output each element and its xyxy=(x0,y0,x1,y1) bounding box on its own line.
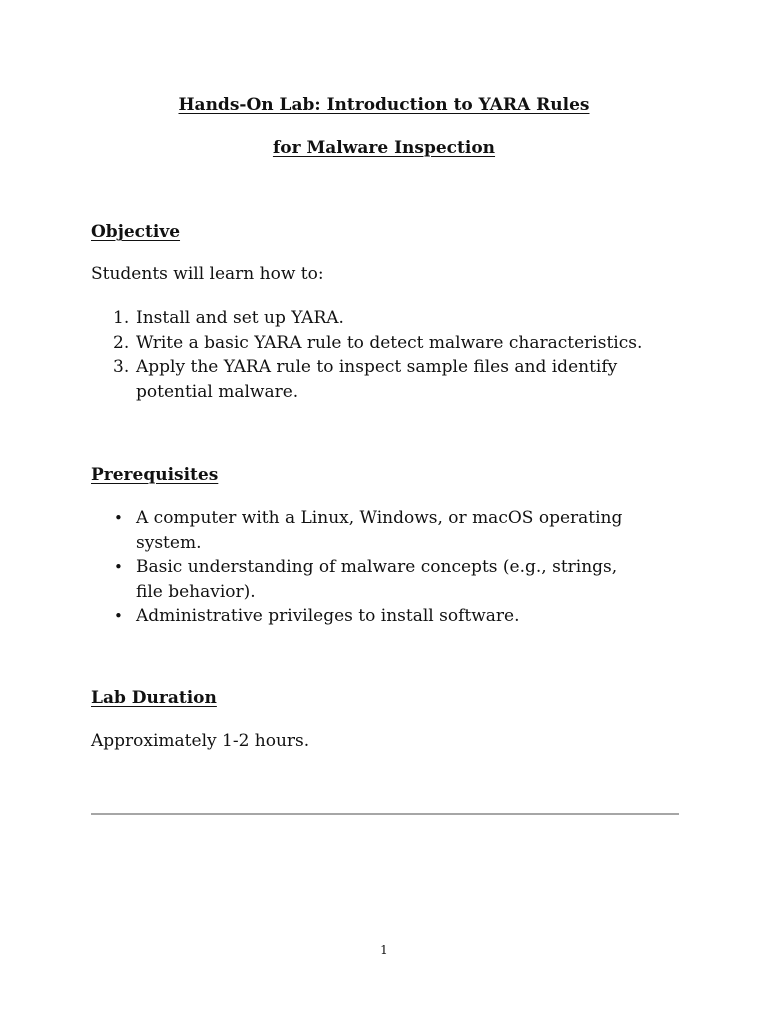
bullet-icon: • xyxy=(114,509,123,527)
list-item-text: Write a basic YARA rule to detect malware characteristics. xyxy=(136,332,643,353)
page-number: 1 xyxy=(380,943,388,957)
list-item xyxy=(0,306,768,331)
list-item xyxy=(0,555,768,604)
document-subtitle: for Malware Inspection xyxy=(272,138,496,158)
list-number: 3. xyxy=(113,357,130,377)
list-item xyxy=(0,506,768,555)
lab-duration-text: Approximately 1-2 hours. xyxy=(91,731,310,751)
list-item xyxy=(0,331,768,356)
prerequisites-heading: Prerequisites xyxy=(91,465,219,485)
lab-duration-heading: Lab Duration xyxy=(91,688,217,708)
list-item xyxy=(0,355,768,404)
list-item-text: Install and set up YARA. xyxy=(136,308,344,328)
list-item-text: Apply the YARA rule to inspect sample files and identify potential malware. xyxy=(136,357,618,402)
document-title: Hands-On Lab: Introduction to YARA Rules xyxy=(178,95,590,115)
list-item-text: A computer with a Linux, Windows, or macOS operating system. xyxy=(136,508,623,553)
list-item-text: Administrative privileges to install software. xyxy=(136,606,520,626)
list-item xyxy=(0,604,768,629)
prerequisites-list xyxy=(0,506,768,629)
horizontal-divider xyxy=(91,813,679,815)
bullet-icon: • xyxy=(114,607,123,625)
list-item-text: Basic understanding of malware concepts (e.g., strings, file behavior). xyxy=(136,557,618,602)
objective-list xyxy=(0,306,768,404)
objective-intro: Students will learn how to: xyxy=(91,264,324,284)
objective-heading: Objective xyxy=(91,222,181,242)
list-number: 1. xyxy=(113,308,130,328)
bullet-icon: • xyxy=(114,558,123,576)
list-number: 2. xyxy=(113,332,130,353)
